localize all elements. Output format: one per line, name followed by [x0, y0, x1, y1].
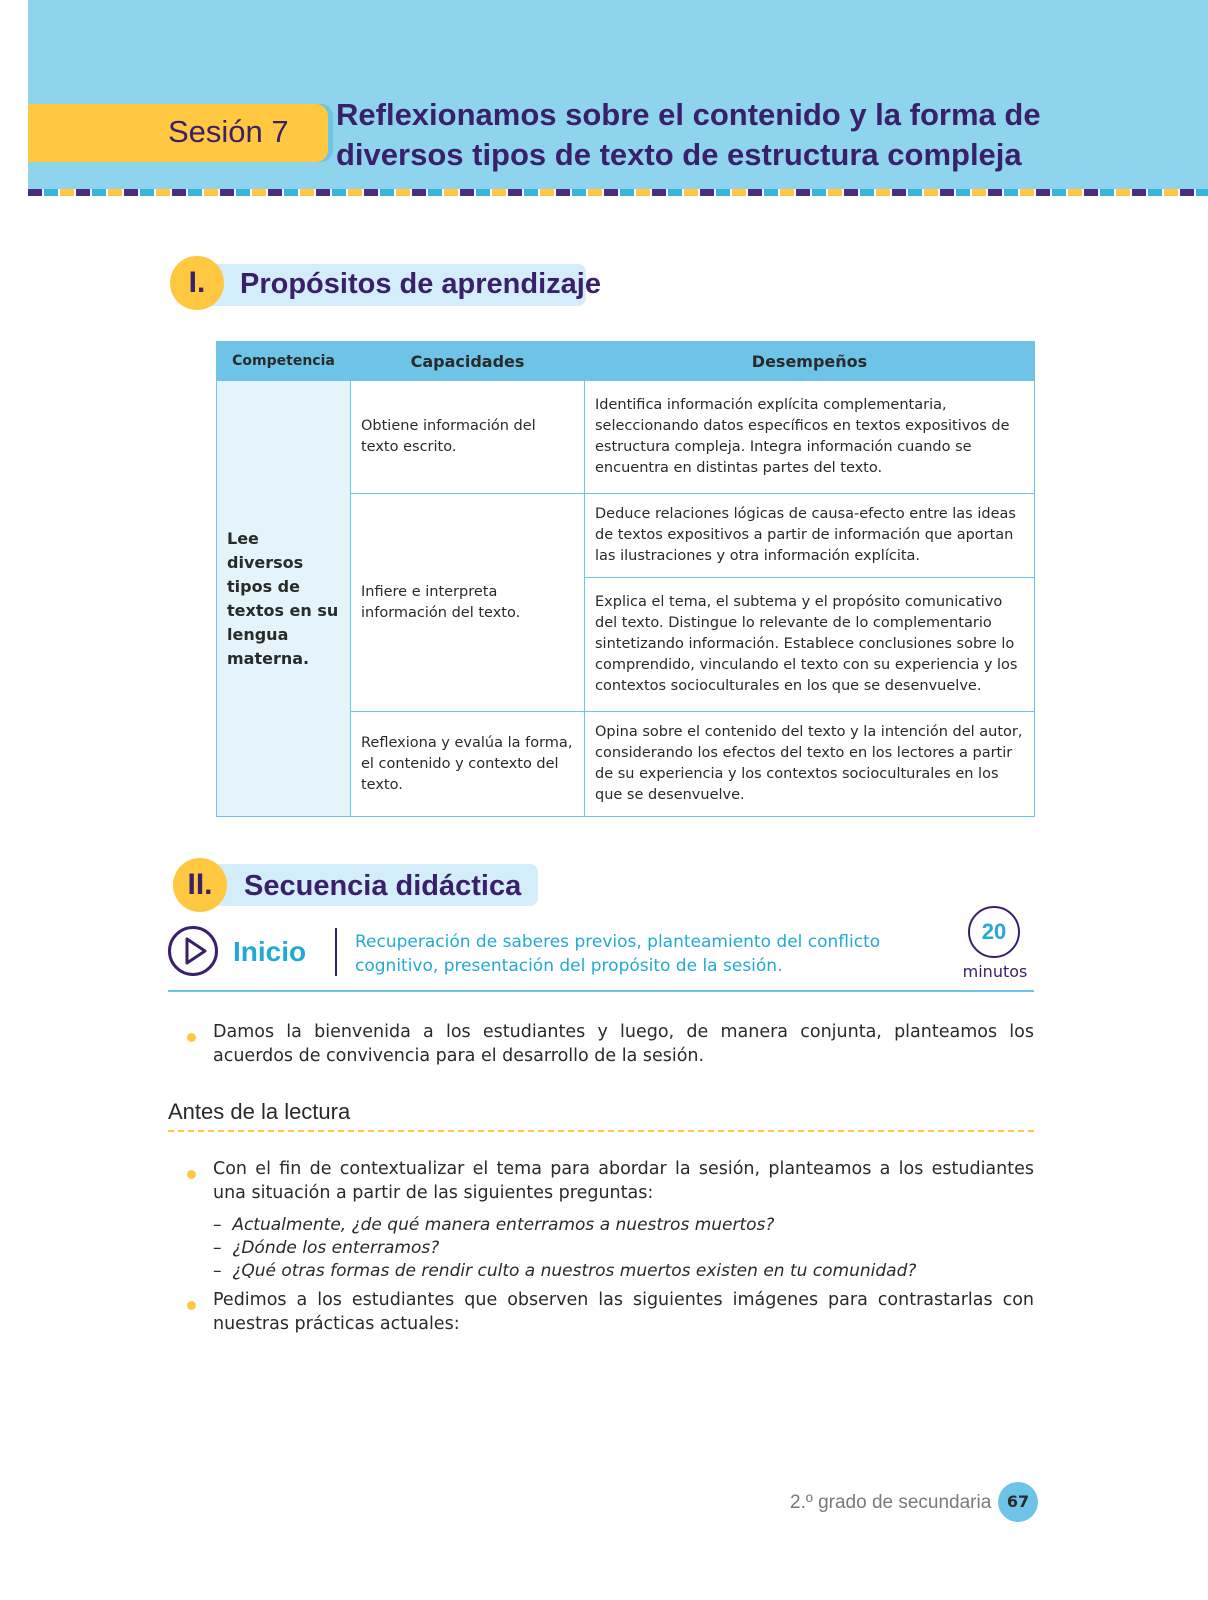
desempeno-cell: Identifica información explícita complementaria, seleccionando datos específicos en textos expositivos de estructura compleja. Integra información cuando se encuentra en distintas partes del texto.	[585, 381, 1035, 494]
list-item: – Actualmente, ¿de qué manera enterramos a nuestros muertos?	[213, 1215, 775, 1235]
bullet-text: Con el fin de contextualizar el tema para abordar la sesión, planteamos a los estudiantes una situación a partir de las siguientes preguntas:	[213, 1159, 1034, 1203]
desempeno-cell: Explica el tema, el subtema y el propósito comunicativo del texto. Distingue lo relevante de lo complementario sintetizando información. Establece conclusiones sobre lo comprendido, vinculando el texto con su experiencia y los contextos socioculturales en los que se desenvuelve.	[585, 578, 1035, 712]
capacidad-cell: Infiere e interpreta información del texto.	[351, 494, 585, 712]
desempeno-cell: Opina sobre el contenido del texto y la intención del autor, considerando los efectos del texto en los lectores a partir de su experiencia y los contextos socioculturales en los que se desenvuelve.	[585, 712, 1035, 817]
inicio-description: Recuperación de saberes previos, planteamiento del conflicto cognitivo, presentación del propósito de la sesión.	[355, 932, 881, 976]
bullet-dot	[187, 1170, 196, 1179]
header-stripe	[28, 189, 1208, 196]
table-header-row	[217, 342, 1035, 381]
desempeno-cell: Deduce relaciones lógicas de causa-efecto entre las ideas de textos expositivos a partir de información que aportan las ilustraciones y otra información explícita.	[585, 494, 1035, 578]
section2-title: Secuencia didáctica	[244, 870, 522, 902]
play-icon	[168, 926, 218, 976]
table-header-competencia: Competencia	[217, 342, 351, 381]
section1-title: Propósitos de aprendizaje	[240, 268, 601, 300]
bullet-dot	[187, 1301, 196, 1310]
question-text: Actualmente, ¿de qué manera enterramos a nuestros muertos?	[232, 1215, 775, 1235]
bullet-dot	[187, 1033, 196, 1042]
competencia-cell: Lee diversos tipos de textos en su lengua materna.	[217, 381, 351, 817]
stopwatch-icon	[968, 906, 1020, 958]
timer-unit: minutos	[962, 962, 1028, 981]
session-title-line1: Reflexionamos sobre el contenido y la forma de	[336, 97, 1041, 132]
table-header-capacidades: Capacidades	[351, 342, 585, 381]
timer-minutes: 20	[981, 919, 1007, 944]
question-list	[213, 1214, 1034, 1283]
antes-rule	[168, 1130, 1034, 1132]
table-row	[217, 381, 1035, 494]
question-text: ¿Dónde los enterramos?	[232, 1238, 440, 1258]
capacidad-cell: Obtiene información del texto escrito.	[351, 381, 585, 494]
inicio-label: Inicio	[233, 936, 307, 967]
section2-number: II.	[173, 858, 227, 912]
capacidad-cell: Reflexiona y evalúa la forma, el contenido y contexto del texto.	[351, 712, 585, 817]
section1-number: I.	[170, 256, 224, 310]
table-header-desempenos: Desempeños	[585, 342, 1035, 381]
inicio-rule	[168, 990, 1034, 992]
bullet-text: Pedimos a los estudiantes que observen las siguientes imágenes para contrastarlas con nuestras prácticas actuales:	[213, 1290, 1034, 1334]
page-number: 67	[998, 1482, 1038, 1522]
footer-grade: 2.º grado de secundaria	[790, 1492, 992, 1513]
learning-table	[216, 341, 1034, 817]
bullet-text: Damos la bienvenida a los estudiantes y luego, de manera conjunta, planteamos los acuerdos de convivencia para el desarrollo de la sesión.	[213, 1022, 1034, 1066]
list-item: – ¿Dónde los enterramos?	[213, 1238, 440, 1258]
session-label: Sesión 7	[168, 114, 289, 149]
list-item: – ¿Qué otras formas de rendir culto a nuestros muertos existen en tu comunidad?	[213, 1261, 917, 1281]
question-text: ¿Qué otras formas de rendir culto a nuestros muertos existen en tu comunidad?	[232, 1261, 917, 1281]
session-title	[336, 95, 1196, 175]
inicio-divider	[335, 928, 337, 976]
session-title-line2: diversos tipos de texto de estructura compleja	[336, 137, 1022, 172]
antes-title: Antes de la lectura	[168, 1099, 351, 1124]
